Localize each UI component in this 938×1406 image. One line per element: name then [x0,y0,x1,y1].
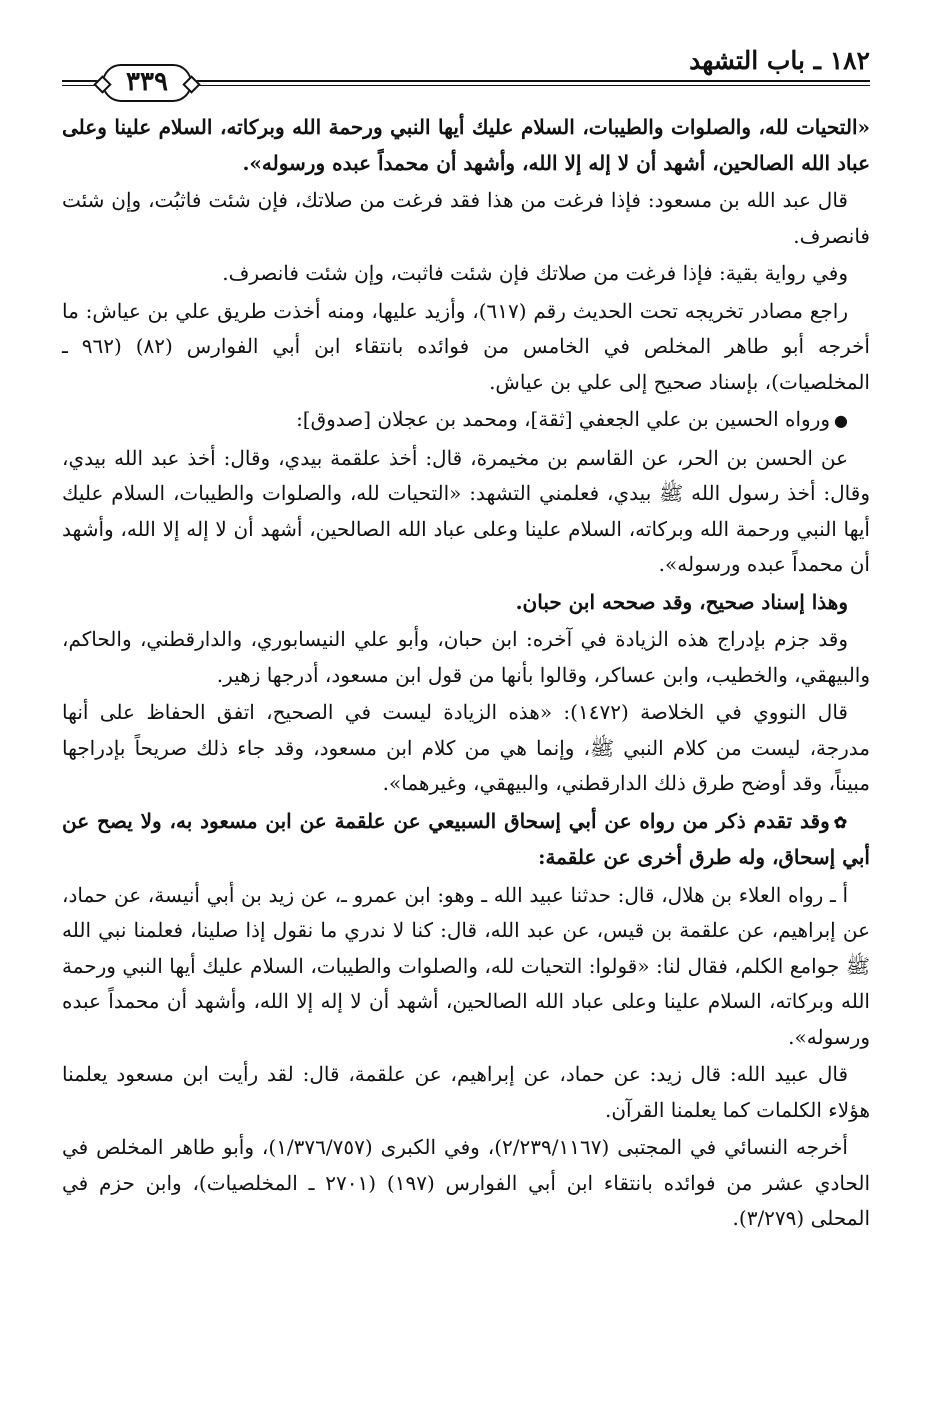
page-number: ٣٣٩ [102,64,192,102]
text-paragraph: راجع مصادر تخريجه تحت الحديث رقم (٦١٧)، وأزيد عليها، ومنه أخذت طريق علي بن عياش: ما أخرجه أبو طاهر المخلص في الخامس من فوائده بانتقاء ابن أبي الفوارس (٨٢) (٩٦٢ ـ المخلصيات)، بإسناد صحيح إلى علي بن عياش. [62,298,870,394]
hadith-paragraph: «التحيات لله، والصلوات والطيبات، السلام عليك أيها النبي ورحمة الله وبركاته، السلام علينا وعلى عباد الله الصالحين، أشهد أن لا إله إلا الله، وأشهد أن محمداً عبده ورسوله». [62,115,870,175]
text-paragraph: وهذا إسناد صحيح، وقد صححه ابن حبان. [515,589,848,614]
text-paragraph [62,804,870,876]
text-paragraph: وقد جزم بإدراج هذه الزيادة في آخره: ابن حبان، وأبو علي النيسابوري، والدارقطني، والحاكم، والبيهقي، والخطيب، وابن عساكر، وقالوا بأنها من قول ابن مسعود، أدرجها زهير. [62,627,870,687]
text-paragraph: أخرجه النسائي في المجتبى (٢/٢٣٩/١١٦٧)، وفي الكبرى (١/٣٧٦/٧٥٧)، وأبو طاهر المخلص في الحادي عشر من فوائده بانتقاء ابن أبي الفوارس (١٩٧) (٢٧٠١ ـ المخلصيات)، وابن حزم في المحلى (٣/٢٧٩). [62,1135,871,1230]
text-paragraph: وفي رواية بقية: فإذا فرغت من صلاتك فإن شئت فاثبت، وإن شئت فانصرف. [222,261,848,285]
chapter-title: ١٨٢ ـ باب التشهد [689,46,870,75]
book-page [62,44,870,1364]
flower-icon: ✿ [833,812,849,832]
paragraph-text: ورواه الحسين بن علي الجعفي [ثقة]، ومحمد بن عجلان [صدوق]: [296,407,831,431]
page-header [62,44,870,110]
text-paragraph [62,402,870,439]
text-paragraph: أ ـ رواه العلاء بن هلال، قال: حدثنا عبيد الله ـ وهو: ابن عمرو ـ، عن زيد بن أبي أنيسة، عن حماد، عن إبراهيم، عن علقمة بن قيس، عن عبد الله، قال: كنا لا ندري ما نقول إذا صلينا، فعلمنا نبي الله ﷺ جوامع الكلم، فقال لنا: «قولوا: التحيات لله، والصلوات والطيبات، السلام عليك أيها النبي ورحمة الله وبركاته، السلام علينا وعلى عباد الله الصالحين، أشهد أن لا إله إلا الله، وأشهد أن محمداً عبده ورسوله». [62,882,870,1049]
text-paragraph: قال عبد الله بن مسعود: فإذا فرغت من هذا فقد فرغت من صلاتك، فإن شئت فاثبُت، وإن شئت فانصرف. [62,188,870,248]
text-paragraph: عن الحسن بن الحر، عن القاسم بن مخيمرة، قال: أخذ علقمة بيدي، وقال: أخذ عبد الله بيدي، وقال: أخذ رسول الله ﷺ بيدي، فعلمني التشهد: «التحيات لله، والصلوات والطيبات، السلام عليك أيها النبي ورحمة الله وبركاته، السلام علينا وعلى عباد الله الصالحين، أشهد أن لا إله إلا الله، وأشهد أن محمداً عبده ورسوله». [62,445,870,576]
paragraph-text: وقد تقدم ذكر من رواه عن أبي إسحاق السبيعي عن علقمة عن ابن مسعود به، ولا يصح عن أبي إسحاق، وله طرق أخرى عن علقمة: [62,808,870,869]
bullet-icon: ● [834,411,848,430]
main-text [62,110,870,1237]
text-paragraph: قال عبيد الله: قال زيد: عن حماد، عن إبراهيم، عن علقمة، قال: لقد رأيت ابن مسعود يعلمنا هؤلاء الكلمات كما يعلمنا القرآن. [62,1062,870,1122]
text-paragraph: قال النووي في الخلاصة (١٤٧٢): «هذه الزيادة ليست في الصحيح، اتفق الحفاظ على أنها مدرجة، ليست من كلام النبي ﷺ، وإنما هي من كلام ابن مسعود، وقد جاء ذلك صريحاً بإدراجها مبيناً، وقد أوضح طرق ذلك الدارقطني، والبيهقي، وغيرهما». [62,700,870,795]
